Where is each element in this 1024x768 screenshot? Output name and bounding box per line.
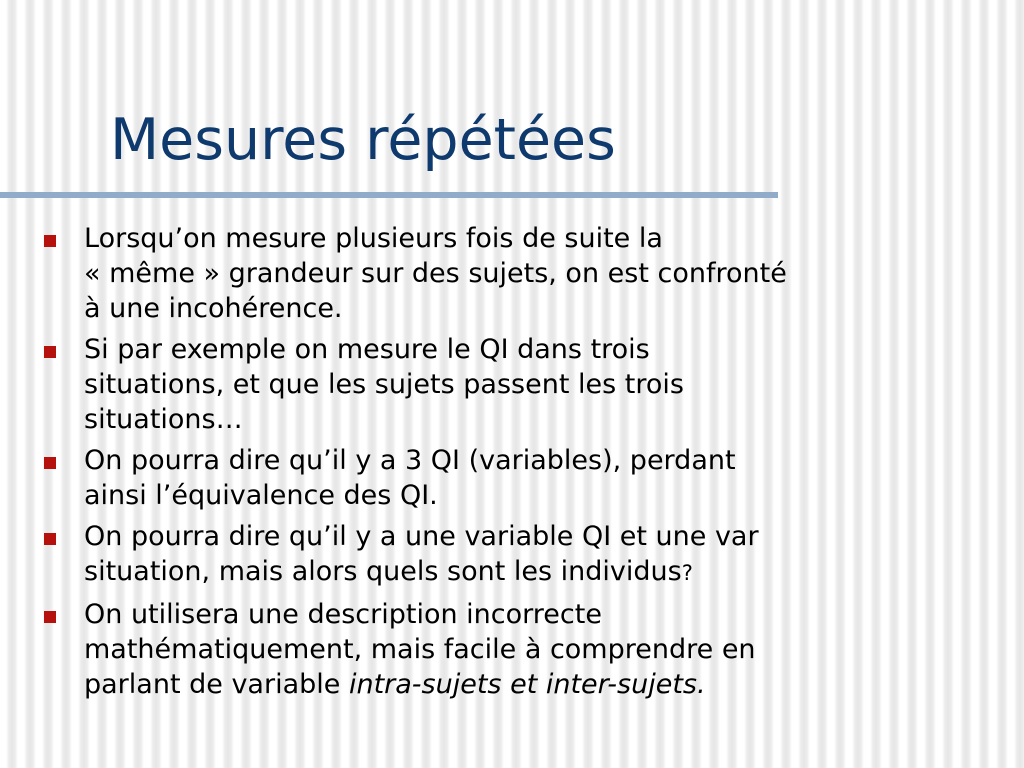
emphasized-term: intra-sujets et inter-sujets.	[348, 669, 706, 700]
bullet-item	[44, 221, 1004, 326]
question-mark: ?	[681, 561, 693, 585]
bullet-line: situations…	[84, 404, 243, 435]
bullet-text	[84, 597, 1004, 702]
bullet-list	[44, 221, 1004, 708]
bullet-text	[84, 332, 1004, 437]
bullet-text	[84, 519, 1004, 591]
bullet-line: On utilisera une description incorrecte	[84, 599, 602, 630]
bullet-item	[44, 443, 1004, 513]
bullet-line: On pourra dire qu’il y a une variable QI et une var	[84, 521, 759, 552]
bullet-line: à une incohérence.	[84, 293, 343, 324]
bullet-line: Si par exemple on mesure le QI dans trois	[84, 334, 650, 365]
square-bullet-icon	[44, 611, 56, 623]
square-bullet-icon	[44, 235, 56, 247]
square-bullet-icon	[44, 457, 56, 469]
bullet-item	[44, 597, 1004, 702]
bullet-line: « même » grandeur sur des sujets, on est confronté	[84, 258, 787, 289]
bullet-text	[84, 221, 1004, 326]
bullet-line: situation, mais alors quels sont les individus	[84, 556, 682, 587]
slide-title: Mesures répétées	[110, 107, 616, 173]
title-divider	[0, 192, 778, 198]
bullet-text	[84, 443, 1004, 513]
bullet-line: situations, et que les sujets passent les trois	[84, 369, 684, 400]
bullet-line: ainsi l’équivalence des QI.	[84, 480, 438, 511]
bullet-item	[44, 332, 1004, 437]
square-bullet-icon	[44, 346, 56, 358]
bullet-line: parlant de variable	[84, 669, 349, 700]
bullet-line: Lorsqu’on mesure plusieurs fois de suite la	[84, 223, 663, 254]
square-bullet-icon	[44, 533, 56, 545]
bullet-item	[44, 519, 1004, 591]
bullet-line: On pourra dire qu’il y a 3 QI (variables), perdant	[84, 445, 736, 476]
bullet-line: mathématiquement, mais facile à comprendre en	[84, 634, 756, 665]
